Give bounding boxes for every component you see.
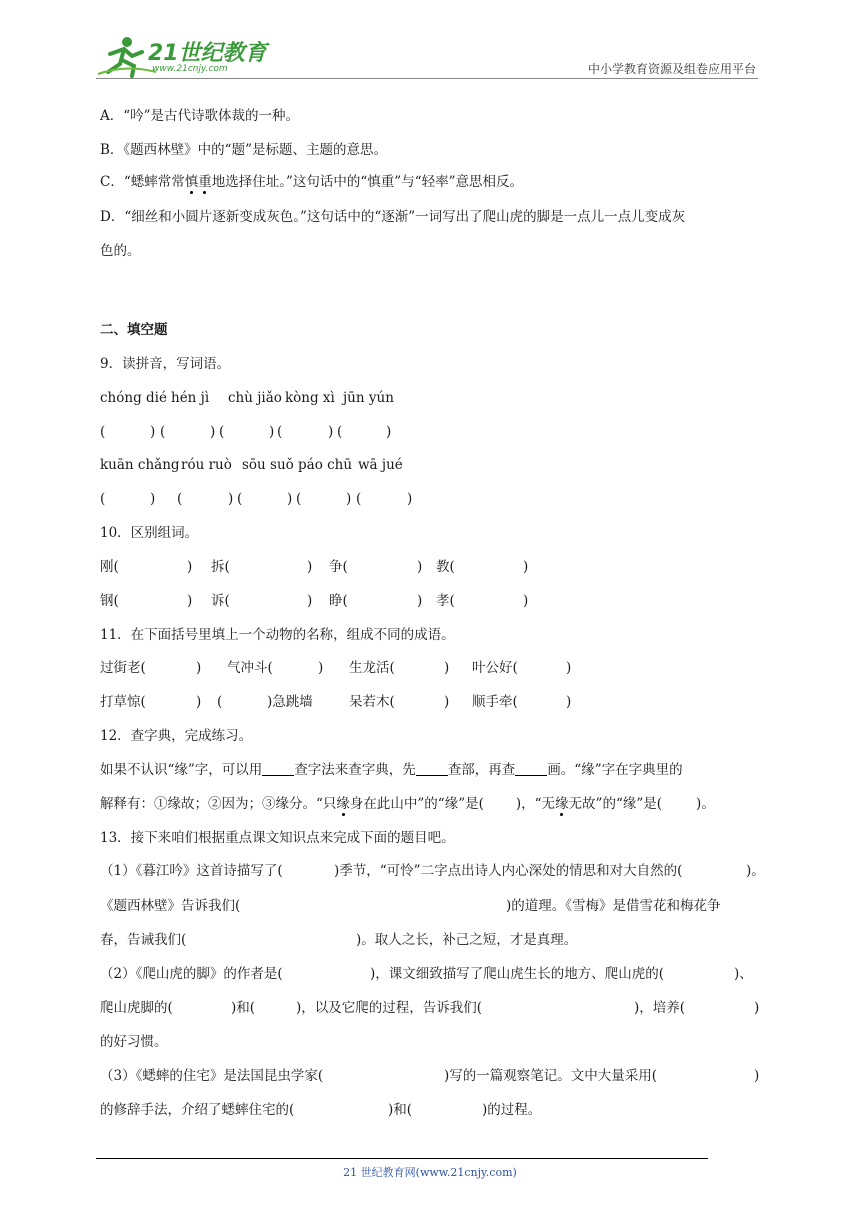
paren-close: ) [318, 660, 324, 676]
paren-close: ) [417, 593, 423, 609]
word-blank: 钢( [100, 593, 119, 609]
option-c-prefix: C．“蟋蟀常常 [100, 174, 185, 190]
paren-open: ( [100, 424, 106, 440]
option-d-line2: 色的。 [100, 243, 141, 259]
text: 爬山虎脚的( [100, 1000, 173, 1016]
paren-close: ) [150, 424, 156, 440]
paren-close: ) [566, 694, 572, 710]
word-blank: 拆( [211, 559, 230, 575]
option-c [100, 173, 523, 191]
paren-close: ) [210, 424, 216, 440]
q12-line1 [100, 761, 683, 779]
pinyin: wā jué [358, 457, 403, 473]
paren-open: ( [337, 424, 343, 440]
pinyin: kuān chǎng [100, 457, 180, 473]
paren-close: ) [307, 593, 313, 609]
paren-open: ( [219, 424, 225, 440]
text: )、 [734, 966, 753, 982]
text: 身在此山中”的“缘”是( [349, 796, 484, 812]
text: )写的一篇观察笔记。文中大量采用( [444, 1068, 658, 1084]
idiom-blank: 叶公好( [472, 660, 518, 676]
paren-close: ) [307, 559, 313, 575]
paren-open: ( [177, 491, 183, 507]
paren-open: ( [356, 491, 362, 507]
option-a: A．“吟”是古代诗歌体裁的一种。 [100, 108, 300, 124]
paren-close: ) [523, 593, 529, 609]
option-b: B．《题西林壁》中的“题”是标题、主题的意思。 [100, 142, 387, 158]
paren-close: ) [187, 559, 193, 575]
text: （1）《暮江吟》这首诗描写了( [100, 863, 283, 879]
idiom-blank: 过街老( [100, 660, 146, 676]
q10-title: 10．区别组词。 [100, 525, 199, 541]
header-platform-text: 中小学教育资源及组卷应用平台 [587, 62, 756, 76]
header-divider [96, 78, 758, 79]
text: )，课文细致描写了爬山虎生长的地方、爬山虎的( [370, 966, 665, 982]
q13-p2-line3: 的好习惯。 [100, 1034, 168, 1050]
text: 的修辞手法，介绍了蟋蟀住宅的( [100, 1102, 295, 1118]
text: 解释有：①缘故；②因为；③缘分。“只 [100, 796, 337, 812]
idiom-blank: 生龙活( [349, 660, 395, 676]
text: 查字法来查字典，先 [294, 762, 416, 778]
text: 查部，再查 [447, 762, 516, 778]
idiom-blank: 呆若木( [349, 694, 395, 710]
paren-open: ( [100, 491, 106, 507]
text: )季节，“可怜”二字点出诗人内心深处的情思和对大自然的( [334, 863, 683, 879]
option-c-suffix: 地选择住址。”这句话中的“慎重”与“轻率”意思相反。 [211, 174, 523, 190]
fill-blank [515, 761, 547, 776]
paren-close: ) [269, 424, 275, 440]
footer-link[interactable]: 21 世纪教育网(www.21cnjy.com) [343, 1166, 517, 1179]
q12-line2 [100, 795, 715, 813]
paren-close: ) [150, 491, 156, 507]
q11-title: 11．在下面括号里填上一个动物的名称，组成不同的成语。 [100, 627, 455, 643]
word-blank: 争( [329, 559, 348, 575]
text: )，培养( [634, 1000, 686, 1016]
emphasis-char: 重 [198, 174, 212, 190]
q9-title: 9．读拼音，写词语。 [100, 356, 231, 372]
text: 画。“缘”字在字典里的 [547, 762, 683, 778]
text: )的过程。 [482, 1102, 542, 1118]
text: 无故”的“缘”是( [568, 796, 663, 812]
text: 《题西林壁》告诉我们( [100, 898, 241, 914]
fill-blank [262, 761, 294, 776]
idiom-blank: 打草惊( [100, 694, 146, 710]
section-title: 二、填空题 [100, 322, 168, 338]
emphasis-char: 缘 [336, 796, 350, 812]
logo-url: www.21cnjy.com [152, 64, 228, 74]
logo-text: 21世纪教育 [148, 41, 267, 66]
paren-close: ) [417, 559, 423, 575]
pinyin: chù jiǎo [228, 390, 282, 406]
fill-blank [416, 761, 448, 776]
text: ) [754, 1068, 760, 1084]
text: )和( [231, 1000, 256, 1016]
paren-close: ) [386, 424, 392, 440]
pinyin: chóng dié [100, 390, 167, 406]
paren-open: ( [296, 491, 302, 507]
paren-close: ) [196, 660, 202, 676]
text: （3）《蟋蟀的住宅》是法国昆虫学家( [100, 1068, 324, 1084]
paren-open: ( [217, 694, 223, 710]
paren-close: ) [187, 593, 193, 609]
paren-close: ) [407, 491, 413, 507]
idiom-blank: 气冲斗( [227, 660, 273, 676]
word-blank: 孝( [436, 593, 455, 609]
q13-title: 13．接下来咱们根据重点课文知识点来完成下面的题目吧。 [100, 830, 455, 846]
text: )和( [388, 1102, 413, 1118]
text: （2）《爬山虎的脚》的作者是( [100, 966, 283, 982]
emphasis-char: 缘 [555, 796, 569, 812]
idiom-suffix: )急跳墙 [267, 694, 313, 710]
paren-close: ) [346, 491, 352, 507]
paren-close: ) [444, 660, 450, 676]
site-logo [96, 34, 266, 80]
paren-close: ) [196, 694, 202, 710]
text: )。 [746, 863, 765, 879]
paren-close: ) [287, 491, 293, 507]
pinyin: róu ruò [181, 457, 232, 473]
pinyin: kòng xì [285, 390, 335, 406]
word-blank: 刚( [100, 559, 119, 575]
emphasis-char: 慎 [184, 174, 199, 190]
word-blank: 诉( [211, 593, 230, 609]
text: )。 [696, 796, 715, 812]
option-d-line1: D．“细丝和小圆片逐新变成灰色。”这句话中的“逐渐”一词写出了爬山虎的脚是一点儿一点儿变成灰 [100, 209, 686, 225]
paren-open: ( [277, 424, 283, 440]
text: )，以及它爬的过程，告诉我们( [296, 1000, 483, 1016]
pinyin: páo chū [298, 457, 353, 473]
text: 春，告诫我们( [100, 932, 187, 948]
text: )，“无 [515, 796, 556, 812]
paren-close: ) [444, 694, 450, 710]
text: ) [754, 1000, 760, 1016]
text: )。取人之长，补己之短，才是真理。 [356, 932, 578, 948]
word-blank: 睁( [329, 593, 348, 609]
paren-close: ) [328, 424, 334, 440]
paren-open: ( [237, 491, 243, 507]
q12-title: 12．查字典，完成练习。 [100, 728, 253, 744]
idiom-blank: 顺手牵( [472, 694, 518, 710]
paren-close: ) [523, 559, 529, 575]
paren-close: ) [566, 660, 572, 676]
pinyin: hén jì [171, 390, 210, 406]
text: )的道理。《雪梅》是借雪花和梅花争 [506, 898, 721, 914]
paren-close: ) [228, 491, 234, 507]
pinyin: sōu suǒ [242, 457, 294, 473]
paren-open: ( [160, 424, 166, 440]
pinyin: jūn yún [343, 390, 394, 406]
footer-divider [96, 1158, 708, 1159]
word-blank: 教( [436, 559, 455, 575]
text: 如果不认识“缘”字，可以用 [100, 762, 263, 778]
